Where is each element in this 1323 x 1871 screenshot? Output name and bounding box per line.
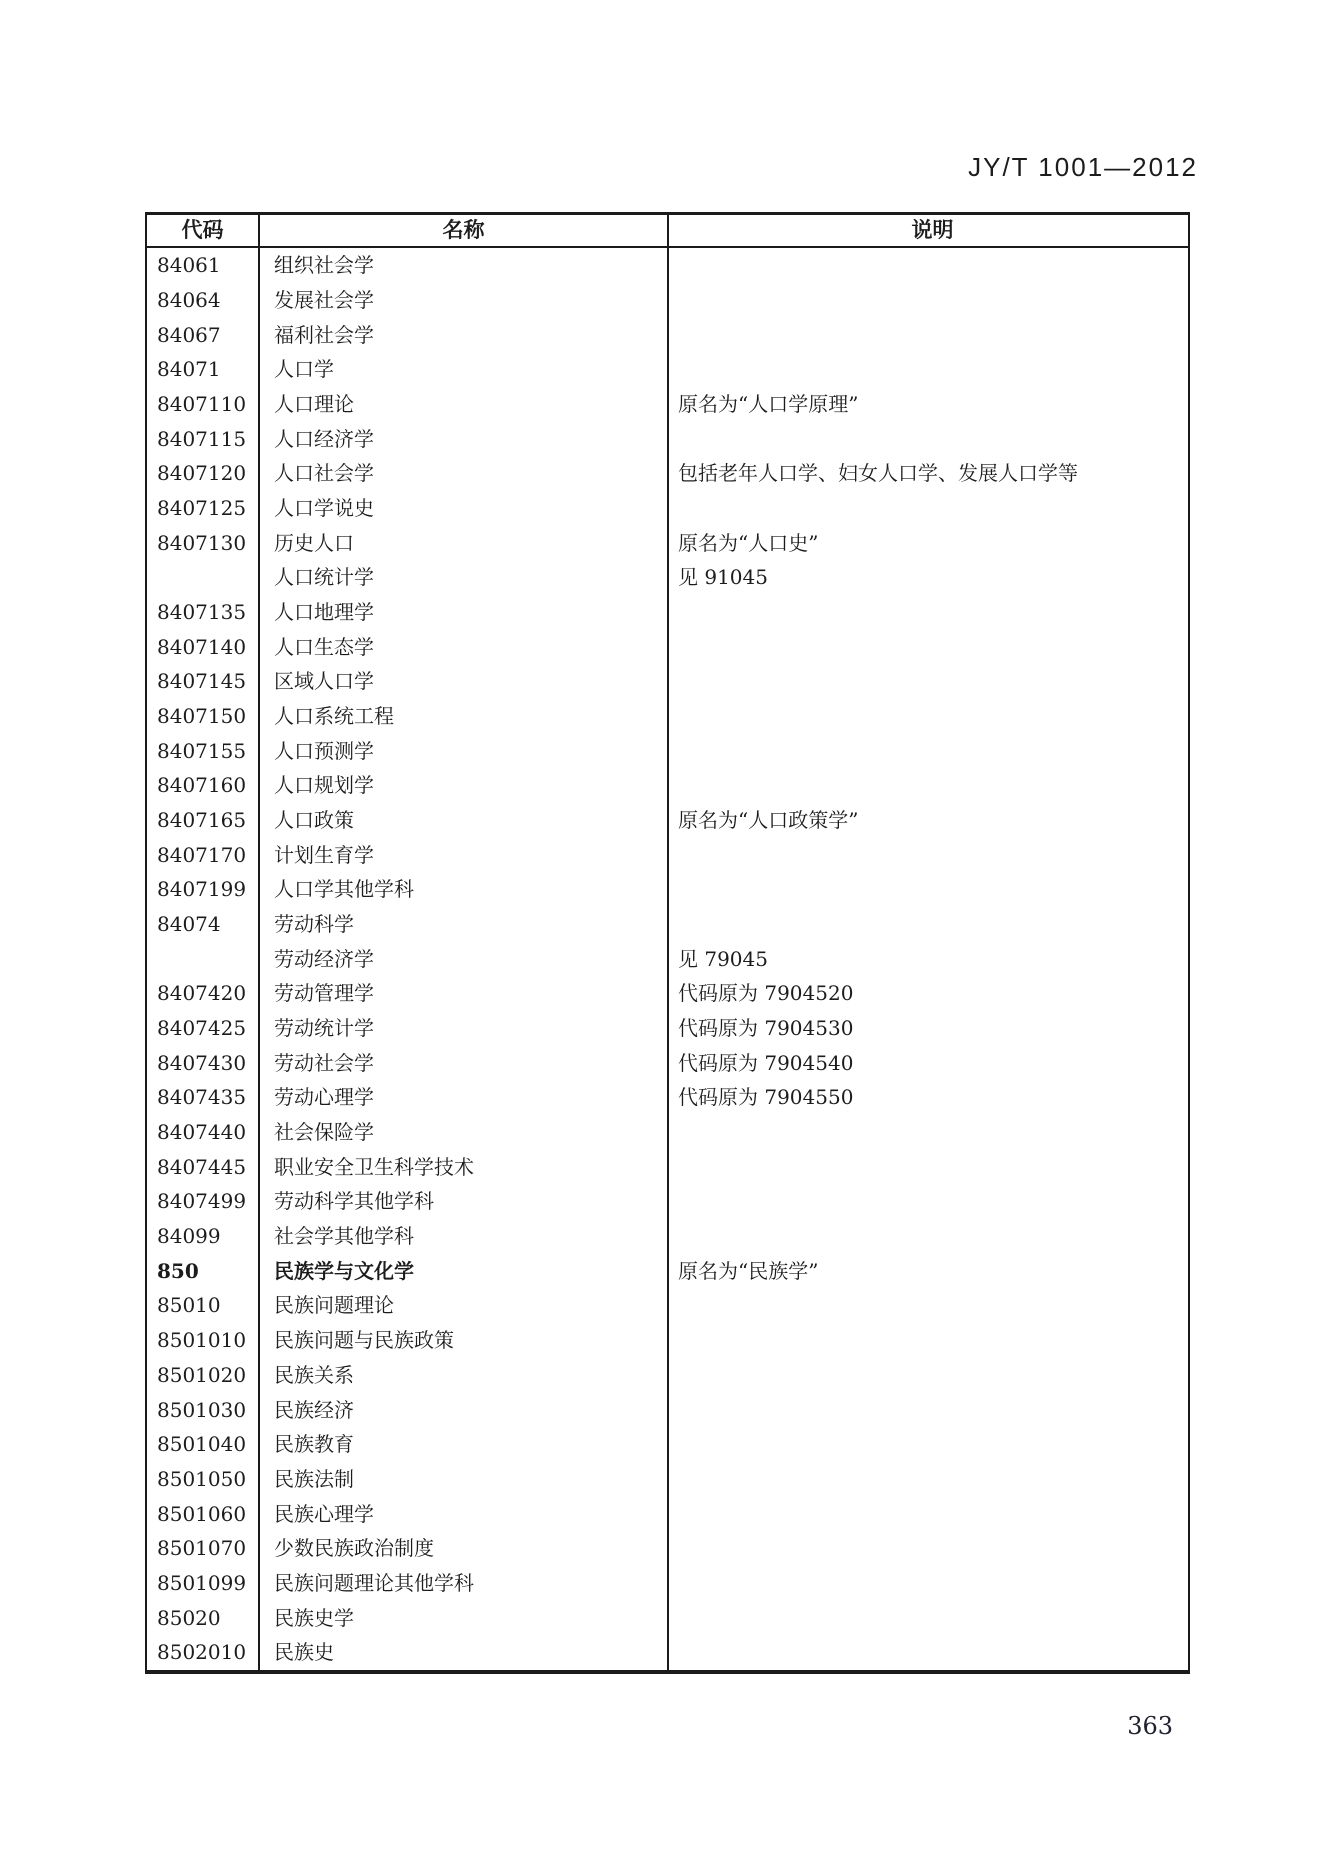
code-cell: 8502010 [147, 1635, 260, 1670]
table-row [147, 421, 1188, 456]
note-cell [669, 1184, 1187, 1219]
discipline-code-table [145, 212, 1190, 1674]
table-row [147, 803, 1188, 838]
code-cell: 8501060 [147, 1496, 260, 1531]
name-cell: 人口理论 [260, 387, 669, 422]
page-number: 363 [1127, 1712, 1173, 1740]
table-row [147, 456, 1188, 491]
note-cell [669, 1392, 1187, 1427]
note-cell: 原名为“人口政策学” [678, 808, 859, 833]
note-cell [669, 1496, 1187, 1531]
table-row [147, 629, 1188, 664]
name-cell: 发展社会学 [260, 283, 669, 318]
name-cell: 民族问题理论 [260, 1288, 669, 1323]
note-cell [669, 699, 1187, 734]
note-cell: 代码原为 7904520 [678, 981, 854, 1006]
code-cell: 8501040 [147, 1427, 260, 1462]
name-cell: 人口政策 [260, 803, 669, 838]
header-name: 名称 [260, 215, 669, 246]
name-cell: 民族史 [260, 1635, 669, 1670]
note-cell: 见 79045 [678, 946, 768, 971]
name-cell: 民族学与文化学 [260, 1253, 669, 1288]
table-row [147, 283, 1188, 318]
code-cell: 8407445 [147, 1149, 260, 1184]
code-cell: 84099 [147, 1219, 260, 1254]
code-cell: 84067 [147, 317, 260, 352]
note-cell [669, 1358, 1187, 1393]
table-row [147, 317, 1188, 352]
table-row [147, 699, 1188, 734]
note-cell [669, 595, 1187, 630]
table-row [147, 837, 1188, 872]
table-row [147, 387, 1188, 422]
code-cell: 8407155 [147, 733, 260, 768]
code-cell: 8407435 [147, 1080, 260, 1115]
note-cell [669, 1566, 1187, 1601]
name-cell: 人口系统工程 [260, 699, 669, 734]
table-row [147, 1392, 1188, 1427]
table-row [147, 560, 1188, 595]
table-row [147, 595, 1188, 630]
table-row [147, 1045, 1188, 1080]
table-row [147, 941, 1188, 976]
table-row [147, 1149, 1188, 1184]
name-cell: 人口学 [260, 352, 669, 387]
code-cell: 8501070 [147, 1531, 260, 1566]
table-row [147, 976, 1188, 1011]
code-cell: 8407110 [147, 387, 260, 422]
table-row [147, 664, 1188, 699]
code-cell: 8407420 [147, 976, 260, 1011]
name-cell: 民族问题与民族政策 [260, 1323, 669, 1358]
note-cell: 原名为“民族学” [678, 1258, 819, 1283]
code-cell: 8407160 [147, 768, 260, 803]
code-cell: 8407430 [147, 1045, 260, 1080]
table-row [147, 525, 1188, 560]
table-row [147, 1184, 1188, 1219]
code-cell: 8407115 [147, 421, 260, 456]
code-cell: 8407499 [147, 1184, 260, 1219]
note-cell [669, 248, 1187, 283]
note-cell [669, 837, 1187, 872]
code-cell: 8407150 [147, 699, 260, 734]
note-cell [669, 1323, 1187, 1358]
name-cell: 人口规划学 [260, 768, 669, 803]
code-cell: 8407165 [147, 803, 260, 838]
table-row [147, 1566, 1188, 1601]
table-row [147, 1427, 1188, 1462]
code-cell: 8407440 [147, 1115, 260, 1150]
note-cell: 代码原为 7904540 [678, 1050, 854, 1075]
name-cell: 区域人口学 [260, 664, 669, 699]
name-cell: 民族关系 [260, 1358, 669, 1393]
note-cell [669, 768, 1187, 803]
header-code: 代码 [147, 215, 260, 246]
name-cell: 组织社会学 [260, 248, 669, 283]
note-cell: 原名为“人口史” [678, 530, 819, 555]
name-cell: 人口经济学 [260, 421, 669, 456]
table-row [147, 872, 1188, 907]
note-cell [669, 283, 1187, 318]
code-cell: 8407130 [147, 525, 260, 560]
note-cell: 原名为“人口学原理” [678, 392, 859, 417]
note-cell [669, 1288, 1187, 1323]
note-cell [669, 1427, 1187, 1462]
name-cell: 劳动科学 [260, 907, 669, 942]
code-cell: 8407120 [147, 456, 260, 491]
code-cell [147, 941, 260, 976]
code-cell: 8501020 [147, 1358, 260, 1393]
table-row [147, 352, 1188, 387]
note-cell [669, 664, 1187, 699]
code-cell: 8407199 [147, 872, 260, 907]
note-cell: 包括老年人口学、妇女人口学、发展人口学等 [678, 461, 1078, 486]
note-cell: 见 91045 [678, 565, 768, 590]
code-cell: 8407170 [147, 837, 260, 872]
table-row [147, 1635, 1188, 1670]
code-cell: 8501050 [147, 1462, 260, 1497]
name-cell: 劳动管理学 [260, 976, 669, 1011]
name-cell: 社会保险学 [260, 1115, 669, 1150]
name-cell: 劳动经济学 [260, 941, 669, 976]
table-row [147, 768, 1188, 803]
note-cell: 代码原为 7904530 [678, 1016, 854, 1041]
table-row [147, 1253, 1188, 1288]
name-cell: 人口地理学 [260, 595, 669, 630]
code-cell: 8407125 [147, 491, 260, 526]
name-cell: 民族经济 [260, 1392, 669, 1427]
note-cell [669, 733, 1187, 768]
code-cell [147, 560, 260, 595]
code-cell: 8407135 [147, 595, 260, 630]
note-cell [669, 1531, 1187, 1566]
code-cell: 8501010 [147, 1323, 260, 1358]
table-row [147, 1462, 1188, 1497]
name-cell: 人口学其他学科 [260, 872, 669, 907]
code-cell: 8407145 [147, 664, 260, 699]
name-cell: 职业安全卫生科学技术 [260, 1149, 669, 1184]
note-cell [669, 907, 1187, 942]
name-cell: 民族问题理论其他学科 [260, 1566, 669, 1601]
code-cell: 85010 [147, 1288, 260, 1323]
table-row [147, 1600, 1188, 1635]
name-cell: 人口学说史 [260, 491, 669, 526]
note-cell [669, 872, 1187, 907]
name-cell: 劳动社会学 [260, 1045, 669, 1080]
name-cell: 历史人口 [260, 525, 669, 560]
name-cell: 劳动统计学 [260, 1011, 669, 1046]
name-cell: 福利社会学 [260, 317, 669, 352]
note-cell: 代码原为 7904550 [678, 1085, 854, 1110]
note-cell [669, 421, 1187, 456]
note-cell [669, 491, 1187, 526]
table-body [147, 248, 1188, 1670]
code-cell: 84074 [147, 907, 260, 942]
note-cell [669, 352, 1187, 387]
note-cell [669, 1600, 1187, 1635]
name-cell: 劳动心理学 [260, 1080, 669, 1115]
code-cell: 84061 [147, 248, 260, 283]
table-row [147, 1115, 1188, 1150]
code-cell: 8407140 [147, 629, 260, 664]
code-cell: 8501099 [147, 1566, 260, 1601]
name-cell: 人口社会学 [260, 456, 669, 491]
note-cell [669, 1462, 1187, 1497]
name-cell: 民族教育 [260, 1427, 669, 1462]
note-cell [669, 1115, 1187, 1150]
code-cell: 850 [147, 1253, 260, 1288]
code-cell: 8501030 [147, 1392, 260, 1427]
code-cell: 85020 [147, 1600, 260, 1635]
name-cell: 民族法制 [260, 1462, 669, 1497]
doc-standard-code: JY/T 1001—2012 [968, 152, 1198, 182]
note-cell [669, 1635, 1187, 1670]
name-cell: 计划生育学 [260, 837, 669, 872]
name-cell: 少数民族政治制度 [260, 1531, 669, 1566]
code-cell: 8407425 [147, 1011, 260, 1046]
table-row [147, 1496, 1188, 1531]
table-row [147, 907, 1188, 942]
name-cell: 人口预测学 [260, 733, 669, 768]
table-row [147, 1011, 1188, 1046]
name-cell: 民族心理学 [260, 1496, 669, 1531]
table-row [147, 1288, 1188, 1323]
table-row [147, 1323, 1188, 1358]
table-row [147, 733, 1188, 768]
table-header-row [147, 215, 1188, 248]
code-cell: 84071 [147, 352, 260, 387]
note-cell [669, 1219, 1187, 1254]
name-cell: 民族史学 [260, 1600, 669, 1635]
code-cell: 84064 [147, 283, 260, 318]
note-cell [669, 1149, 1187, 1184]
note-cell [669, 317, 1187, 352]
name-cell: 人口统计学 [260, 560, 669, 595]
note-cell [669, 629, 1187, 664]
table-row [147, 1358, 1188, 1393]
table-row [147, 1080, 1188, 1115]
name-cell: 人口生态学 [260, 629, 669, 664]
table-row [147, 491, 1188, 526]
name-cell: 劳动科学其他学科 [260, 1184, 669, 1219]
name-cell: 社会学其他学科 [260, 1219, 669, 1254]
table-row [147, 1531, 1188, 1566]
table-row [147, 1219, 1188, 1254]
header-note: 说明 [911, 217, 954, 242]
table-row [147, 248, 1188, 283]
